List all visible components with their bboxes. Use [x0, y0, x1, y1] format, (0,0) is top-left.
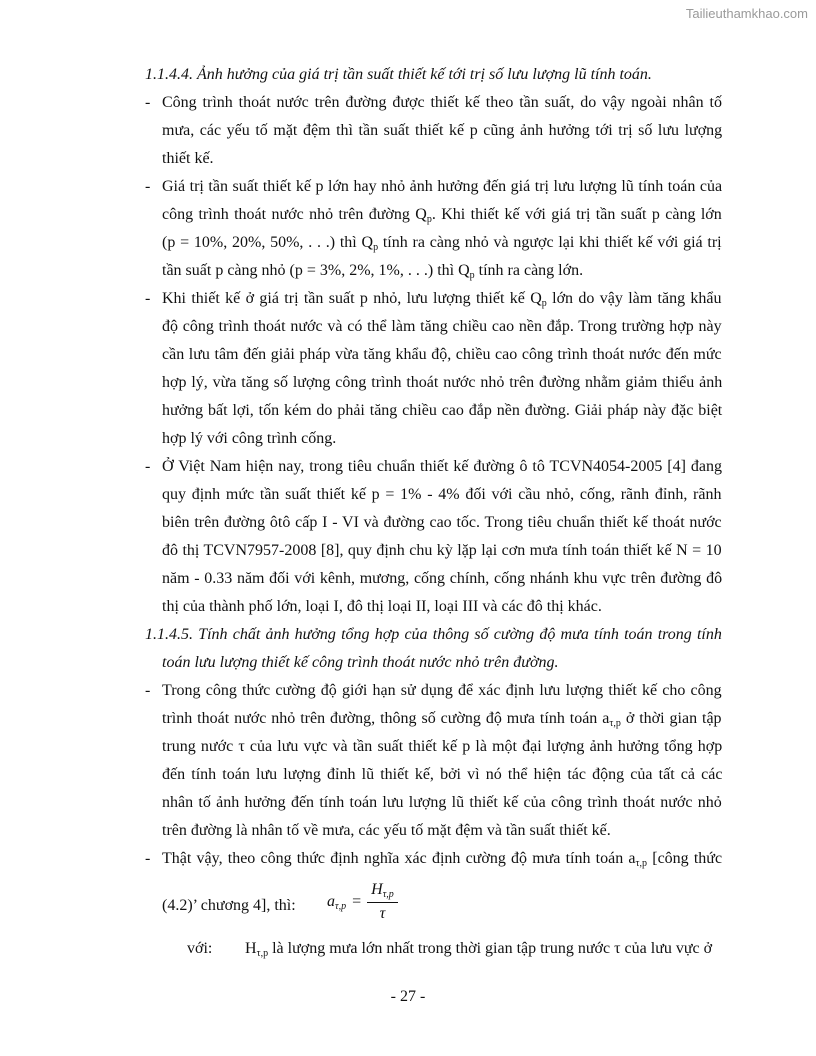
text-segment: Khi thiết kế ở giá trị tần suất p nhỏ, lưu lượng thiết kế Q: [162, 290, 542, 307]
text-segment: nhân tố ảnh hưởng đến tính toán lưu lượng lũ thiết kế của công trình thoát nước nhỏ: [162, 794, 722, 811]
text-segment: đến tính toán lưu lượng đỉnh lũ thiết kế, bởi vì nó thể hiện tác động của tất cả các: [162, 766, 723, 783]
bullet-paragraph: [145, 677, 722, 845]
text-segment: 1.1.4.4. Ảnh hưởng của giá trị tần suất thiết kế tới trị số lưu lượng lũ tính toán.: [145, 66, 652, 83]
text-line: [162, 565, 722, 593]
text-line: [162, 593, 722, 621]
text-segment: Thật vậy, theo công thức định nghĩa xác định cường độ mưa tính toán a: [162, 850, 636, 867]
text-line: [162, 733, 722, 761]
section-heading: [145, 621, 722, 677]
definition-symbol: H: [245, 940, 257, 957]
text-segment: ở thời gian tập: [620, 710, 722, 727]
text-segment: tính ra càng nhỏ và ngược lại khi thiết kế với giá trị: [378, 234, 722, 251]
subscript: p: [373, 242, 379, 253]
text-segment: mưa, các yếu tố mặt đệm thì tần suất thiết kế p cũng ảnh hưởng tới trị số lưu lượng: [162, 122, 723, 139]
bullet-dash: -: [145, 178, 151, 195]
definition-rest: là lượng mưa lớn nhất trong thời gian tập trung nước τ của lưu vực ở: [268, 940, 713, 957]
formula-row: [162, 873, 722, 935]
text-segment: hợp lý với công trình cống.: [162, 430, 337, 447]
text-line: [162, 677, 722, 705]
text-segment: (p = 10%, 20%, 50%, . . .) thì Q: [162, 234, 374, 251]
bullet-dash: -: [145, 850, 151, 867]
text-line: [162, 173, 722, 201]
text-line: [162, 313, 722, 341]
formula-num-symbol: H: [371, 881, 383, 898]
definition-text: [245, 935, 712, 963]
text-segment: trên đường là nhân tố về mưa, các yếu tố mặt đệm và tần suất thiết kế.: [162, 822, 611, 839]
text-line: [145, 61, 722, 89]
bullet-dash: -: [145, 290, 151, 307]
formula-lead: (4.2)’ chương 4], thì:: [162, 897, 296, 914]
text-line: [162, 453, 722, 481]
formula-equals: =: [352, 893, 362, 910]
text-line: [145, 621, 722, 649]
document-body: [145, 61, 722, 963]
text-line: [162, 817, 722, 845]
text-line: [162, 117, 722, 145]
text-segment: toán lưu lượng thiết kế công trình thoát nước nhỏ trên đường.: [162, 654, 559, 671]
page-number: - 27 -: [390, 988, 426, 1005]
text-line: [162, 845, 722, 873]
text-segment: thiết kế.: [162, 150, 214, 167]
definition-label: với:: [187, 940, 213, 957]
bullet-paragraph: [145, 173, 722, 285]
text-line: [162, 425, 722, 453]
text-segment: tính ra càng lớn.: [474, 262, 584, 279]
text-segment: cần lưu tâm đến giải pháp vừa tăng khẩu độ, chiều cao công trình thoát nước đến mức: [162, 346, 722, 363]
text-line: [162, 705, 722, 733]
subscript: p: [469, 270, 475, 281]
bullet-dash: -: [145, 682, 151, 699]
text-line: [162, 369, 722, 397]
text-line: [162, 537, 722, 565]
subscript: p: [541, 298, 547, 309]
text-segment: biên trên đường ôtô cấp I - VI và đường cao tốc. Trong tiêu chuẩn thiết kế thoát nước: [162, 514, 722, 531]
subscript: p: [426, 214, 432, 225]
formula-lhs-subscript: τ,p: [335, 901, 347, 912]
text-line: [162, 509, 722, 537]
text-segment: . Khi thiết kế với giá trị tần suất p càng lớn: [431, 206, 722, 223]
text-line: [162, 229, 722, 257]
text-line: [162, 761, 722, 789]
text-segment: 1.1.4.5. Tính chất ảnh hưởng tổng hợp của thông số cường độ mưa tính toán trong tính: [145, 626, 722, 643]
formula-denominator: τ: [379, 905, 386, 922]
text-segment: Trong công thức cường độ giới hạn sử dụng để xác định lưu lượng thiết kế cho công: [162, 682, 722, 699]
formula-numerator: [367, 879, 398, 903]
text-line: [162, 201, 722, 229]
text-segment: công trình thoát nước nhỏ trên đường Q: [162, 206, 427, 223]
text-line: [162, 257, 722, 285]
formula-lhs: [327, 893, 346, 911]
bullet-paragraph: [145, 89, 722, 173]
text-segment: lớn do vậy làm tăng khẩu: [546, 290, 722, 307]
text-line: [162, 145, 722, 173]
text-segment: thị của thành phố lớn, loại I, đô thị loại II, loại III và các đô thị khác.: [162, 598, 602, 615]
formula-equation: [327, 879, 398, 925]
bullet-paragraph: [145, 285, 722, 453]
text-line: [162, 397, 722, 425]
text-segment: Công trình thoát nước trên đường được thiết kế theo tần suất, do vậy ngoài nhân tố: [162, 94, 722, 111]
text-segment: độ công trình thoát nước và có thể làm tăng chiều cao nền đắp. Trong trường hợp này: [162, 318, 722, 335]
watermark: Tailieuthamkhao.com: [685, 6, 808, 21]
text-line: [162, 481, 722, 509]
subscript: τ,p: [635, 858, 648, 869]
formula-lhs-symbol: a: [327, 893, 335, 910]
subscript: τ,p: [609, 718, 621, 729]
text-segment: quy định mức tần suất thiết kế p = 1% - 4% đối với cầu nhỏ, cống, rãnh đỉnh, rãnh: [162, 486, 722, 503]
text-line: [162, 649, 722, 677]
text-line: [162, 89, 722, 117]
text-line: [162, 789, 722, 817]
text-segment: trình thoát nước nhỏ trên đường, thông số cường độ mưa tính toán a: [162, 710, 610, 727]
text-segment: [công thức: [647, 850, 723, 867]
text-segment: tần suất p càng nhỏ (p = 3%, 2%, 1%, . . .) thì Q: [162, 262, 470, 279]
bullet-paragraph: [145, 453, 722, 621]
definition-subscript: τ,p: [256, 948, 269, 959]
bullet-dash: -: [145, 94, 151, 111]
text-segment: Giá trị tần suất thiết kế p lớn hay nhỏ ảnh hưởng đến giá trị lưu lượng lũ tính toán của: [162, 178, 723, 195]
section-heading: [145, 61, 722, 89]
formula-num-subscript: τ,p: [382, 889, 394, 900]
text-segment: đô thị TCVN7957-2008 [8], quy định chu kỳ lặp lại cơn mưa tính toán thiết kế N = 10: [162, 542, 722, 559]
bullet-dash: -: [145, 458, 151, 475]
text-segment: năm - 0.33 năm đối với kênh, mương, cống chính, cống nhánh khu vực trên đường đô: [162, 570, 723, 587]
text-line: [162, 285, 722, 313]
text-segment: hợp lý, vừa tăng số lượng công trình thoát nước nhỏ trên đường nhằm giảm thiểu ảnh: [162, 374, 723, 391]
text-line: [162, 341, 722, 369]
text-segment: hưởng bất lợi, tốn kém do phải tăng chiều cao đắp nền đường. Giải pháp này đặc biệt: [162, 402, 723, 419]
definition-row: [187, 935, 722, 963]
formula-fraction: [367, 879, 398, 925]
bullet-paragraph: [145, 845, 722, 873]
text-segment: trung nước τ của lưu vực và tần suất thiết kế p là một đại lượng ảnh hưởng tổng hợp: [162, 738, 723, 755]
text-segment: Ở Việt Nam hiện nay, trong tiêu chuẩn thiết kế đường ô tô TCVN4054-2005 [4] đang: [162, 458, 722, 475]
